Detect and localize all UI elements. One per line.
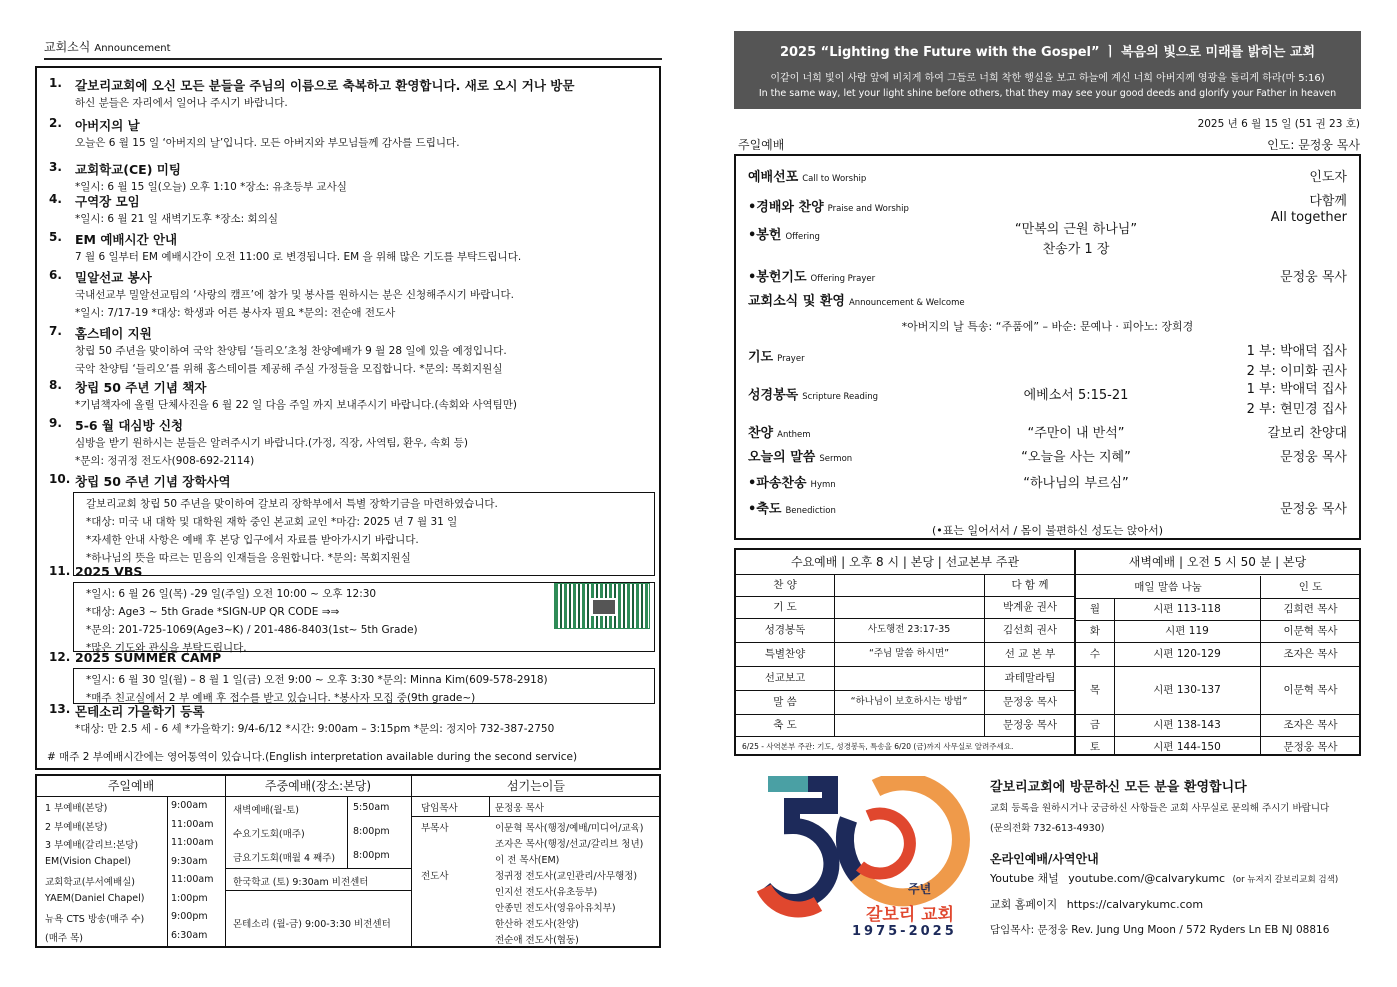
- dawn-day: 금: [1089, 719, 1101, 731]
- worship-item-content: “오늘을 사는 지혜”: [1021, 450, 1131, 465]
- col-divider: [984, 574, 985, 736]
- dawn-sub-reading: 매일 말씀 나눔: [1134, 581, 1202, 593]
- worship-item-ko: 예배선포: [748, 170, 799, 185]
- sunday-service-time: 9:00am: [171, 800, 208, 811]
- online-title: 온라인예배/사역안내: [990, 852, 1099, 866]
- announcement-line: *일시: 6 월 26 일(목) -29 일(주일) 오전 10:00 ~ 오후 12:30: [86, 588, 377, 600]
- wed-leader: 박계윤 권사: [1002, 601, 1058, 613]
- announcement-line: *문의: 201-725-1069(Age3~K) / 201-486-8403(1st~ 5th Grade): [86, 624, 418, 636]
- col-divider: [1260, 576, 1261, 754]
- service-label: 주일예배: [738, 138, 785, 152]
- worship-item-leader: 1 부: 박애덕 집사: [1246, 344, 1347, 359]
- sunday-service-name: YAEM(Daniel Chapel): [45, 892, 145, 904]
- worship-item-title: [748, 224, 820, 243]
- staff-name: 이 전 목사(EM): [495, 855, 560, 866]
- wed-content: “주님 말씀 하시면”: [868, 648, 950, 659]
- logo-church-name: 갈보리 교회: [866, 905, 955, 925]
- worship-item-ko: •축도: [748, 502, 782, 517]
- announcement-line: 오늘은 6 월 15 일 ‘아버지의 날’입니다. 모든 아버지와 부모님들께 감사를 드립니다.: [75, 137, 460, 149]
- weekday-service-time: 8:00pm: [353, 850, 390, 861]
- dawn-reading: 시편 119: [1165, 625, 1209, 637]
- announcement-number: 6.: [49, 268, 62, 282]
- announcement-title: 2025 SUMMER CAMP: [75, 650, 222, 665]
- worship-item-ko: •파송찬송: [748, 476, 807, 491]
- staff-list: [411, 776, 661, 946]
- sunday-service-time: 9:30am: [171, 855, 208, 867]
- wed-item: 찬 양: [773, 579, 797, 591]
- announcement-subtitle: Announcement: [94, 43, 171, 54]
- announcement-line: *자세한 안내 사항은 예배 후 본당 입구에서 자료를 받아가시기 바랍니다.: [86, 534, 419, 546]
- announcement-title: 창립 50 주년 기념 책자: [75, 380, 207, 395]
- announcement-title: 교회소식: [44, 40, 91, 54]
- wed-content: [834, 666, 984, 690]
- weekday-service-name: 새벽예배(월-토): [233, 805, 299, 816]
- announcement-title: 갈보리교회에 오신 모든 분들을 주님의 이름으로 축복하고 환영합니다. 새로 오시 거나 방문: [75, 78, 575, 93]
- dawn-day: 목: [1089, 684, 1101, 696]
- logo-years: 1975-2025: [852, 924, 957, 939]
- weekday-service-name: 수요기도회(매주): [233, 829, 305, 840]
- weekday-service-time: 5:50am: [353, 802, 390, 813]
- announcement-number: 8.: [49, 378, 62, 392]
- weekday-schedule: [225, 776, 412, 946]
- worship-item-content: “만복의 근원 하나님”: [1014, 222, 1138, 237]
- dawn-day: 월: [1089, 603, 1101, 615]
- welcome-text: 갈보리교회에 방문하신 모든 분을 환영합니다: [990, 780, 1247, 795]
- announcement-title: 밀알선교 봉사: [75, 270, 152, 285]
- sunday-service-name: 1 부예배(본당): [45, 803, 108, 814]
- homepage-line: [990, 896, 1203, 912]
- montessori-time: 몬테소리 (월-금) 9:00-3:30 비전센터: [233, 919, 391, 930]
- dawn-leader: 조자은 목사: [1283, 648, 1338, 660]
- worship-item-en: Announcement & Welcome: [848, 298, 965, 308]
- service-leader: 인도: 문정웅 목사: [1267, 138, 1360, 152]
- worship-item-ko: 찬양: [748, 426, 774, 441]
- worship-item-en: Praise and Worship: [827, 204, 909, 214]
- sunday-service-time: 11:00am: [171, 874, 214, 885]
- wed-item: 특별찬양: [764, 648, 806, 660]
- worship-item-leader: 문정웅 목사: [1280, 450, 1347, 465]
- dawn-reading: 시편 144-150: [1153, 741, 1221, 753]
- wed-content: [834, 574, 984, 596]
- worship-item-title: [748, 498, 836, 517]
- worship-item-leader-2: 2 부: 이미화 권사: [1246, 364, 1347, 379]
- worship-item-en: Hymn: [810, 480, 836, 490]
- dawn-day: 토: [1089, 741, 1101, 753]
- announcement-number: 12.: [49, 650, 71, 664]
- announcement-title: 교회학교(CE) 미팅: [75, 162, 181, 177]
- worship-item-en: Anthem: [777, 430, 811, 440]
- announcement-line: *문의: 정귀정 전도사(908-692-2114): [75, 455, 255, 467]
- sunday-service-name: 교회학교(부서예배실): [45, 877, 136, 888]
- weekday-service-name: 금요기도회(매월 4 째주): [233, 853, 336, 864]
- worship-item-en: Offering: [785, 232, 820, 242]
- announcement-line: *일시: 6 월 15 일(오늘) 오후 1:10 *장소: 유초등부 교사실: [75, 181, 347, 193]
- dawn-head: 새벽예배 | 오전 5 시 50 분 | 본당: [1076, 550, 1359, 575]
- worship-special-song: *아버지의 날 특송: “주품에” – 바순: 문예나 · 피아노: 장희경: [901, 320, 1194, 333]
- vbs-qr-code: [554, 583, 650, 629]
- sunday-service-time: 1:00pm: [171, 892, 208, 904]
- announcement-line: *기념책자에 올릴 단체사진을 6 월 22 일 다음 주일 까지 보내주시기 바랍니다.(속회와 사역팀만): [75, 399, 518, 411]
- homepage-label: 교회 홈페이지: [990, 898, 1058, 911]
- worship-item-leader: 문정웅 목사: [1280, 502, 1347, 517]
- worship-item-leader: 인도자: [1309, 170, 1347, 185]
- announcement-line: 심방을 받기 원하시는 분들은 알려주시기 바랍니다.(가정, 직장, 사역팀, 환우, 속회 등): [75, 437, 468, 449]
- sunday-service-name: 2 부예배(본당): [45, 821, 108, 833]
- worship-item-leader: 문정웅 목사: [1280, 270, 1347, 285]
- issue-date: 2025 년 6 월 15 일 (51 권 23 호): [1197, 118, 1360, 130]
- announcement-line: *매주 친교실에서 2 부 예배 후 접수를 받고 있습니다. *봉사자 모집 중(9th grade~): [86, 692, 476, 704]
- wed-item: 성경봉독: [764, 624, 806, 636]
- dawn-leader: 이문혁 목사: [1283, 684, 1338, 696]
- announcement-line: *일시: 6 월 21 일 새벽기도후 *장소: 회의실: [75, 213, 278, 225]
- dawn-reading: 시편 138-143: [1153, 719, 1221, 731]
- wednesday-note: 6/25 - 사역본부 주관: 기도, 성경봉독, 특송을 6/20 (금)까지 사무실로 알려주세요.: [742, 742, 1014, 751]
- announcement-number: 2.: [49, 116, 62, 130]
- staff-name: 정귀정 전도사(교인관리/사무행정): [495, 871, 638, 882]
- announcement-line: 창립 50 주년을 맞이하여 국악 찬양팀 ‘들리오’초청 찬양예배가 9 월 28 일에 있을 예정입니다.: [75, 345, 507, 357]
- youtube-note: (or 뉴저지 갈보리교회 검색): [1232, 875, 1339, 885]
- sunday-service-name: 3 부예배(갈리브:본당): [45, 840, 139, 851]
- announcement-line: 국악 찬양팀 ‘들리오’를 위해 홈스테이를 제공해 주실 가정들을 모집합니다. *문의: 목회지원실: [75, 363, 503, 375]
- worship-item-title: [748, 384, 878, 403]
- service-schedule: [35, 774, 661, 948]
- youtube-line: [990, 870, 1338, 886]
- staff-role: 부목사: [421, 823, 449, 834]
- staff-name: 조자은 목사(행정/선교/갈리브 청년): [495, 839, 644, 850]
- dawn-leader: 문정웅 목사: [1283, 741, 1338, 753]
- announcement-line: 갈보리교회 창립 50 주년을 맞이하여 갈보리 장학부에서 특별 장학기금을 마련하였습니다.: [86, 498, 498, 510]
- worship-item-content: “하나님의 부르심”: [1023, 476, 1129, 491]
- worship-item-title: [748, 266, 875, 285]
- worship-item-en: Offering Prayer: [810, 274, 876, 284]
- sunday-schedule: [37, 776, 226, 946]
- worship-item-ko: 오늘의 말씀: [748, 450, 816, 465]
- announcement-line: *대상: Age3 ~ 5th Grade *SIGN-UP QR CODE ⇒⇒: [86, 606, 340, 618]
- staff-name: 이문혁 목사(행정/예배/미디어/교육): [495, 823, 644, 834]
- worship-item-leader: 갈보리 찬양대: [1267, 426, 1347, 441]
- dawn-leader: 김희련 목사: [1283, 603, 1338, 615]
- worship-item-en: Sermon: [819, 454, 853, 464]
- homepage-link[interactable]: https://calvarykumc.com: [1066, 898, 1204, 911]
- announcement-detail-box: [73, 582, 655, 652]
- worship-item-ko: •봉헌기도: [748, 270, 807, 285]
- wed-content: [834, 596, 984, 618]
- worship-item-title: [748, 422, 811, 441]
- sunday-service-time: 9:00pm: [171, 911, 208, 922]
- office-phone: (문의전화 732-613-4930): [990, 823, 1105, 834]
- logo-years-label: 주년: [908, 882, 932, 896]
- staff-name: 전순애 전도사(협동): [495, 935, 579, 946]
- worship-item-leader-2: All together: [1270, 210, 1347, 225]
- worship-item-ko: •경배와 찬양: [748, 200, 824, 215]
- worship-item-title: [748, 472, 836, 491]
- announcement-line: 하신 분들은 자리에서 일어나 주시기 바랍니다.: [75, 97, 288, 109]
- wed-content: “하나님이 보호하시는 방법”: [850, 696, 968, 707]
- worship-item-en: Benediction: [785, 506, 836, 516]
- sunday-service-name: EM(Vision Chapel): [45, 855, 131, 867]
- announcement-box: [35, 66, 661, 770]
- wed-leader: 다 함 께: [1011, 579, 1049, 591]
- worship-item-title: [748, 290, 965, 309]
- announcement-line: *많은 기도와 관심을 부탁드립니다.: [86, 642, 247, 654]
- dawn-reading: 시편 113-118: [1153, 603, 1221, 615]
- dawn-leader: 조자은 목사: [1283, 719, 1338, 731]
- worship-item-leader: 다함께: [1309, 194, 1347, 209]
- sunday-service-time: 11:00am: [171, 837, 214, 848]
- worship-item-en: Call to Worship: [802, 174, 867, 184]
- announcement-header: [44, 38, 662, 60]
- announcement-number: 10.: [49, 472, 71, 486]
- worship-item-content-2: 찬송가 1 장: [1042, 242, 1110, 257]
- announcement-number: 3.: [49, 160, 62, 174]
- staff-name: 안종민 전도사(영유아유치부): [495, 903, 616, 914]
- wed-content: [834, 714, 984, 736]
- wednesday-head: 수요예배 | 오후 8 시 | 본당 | 선교본부 주관: [736, 550, 1074, 575]
- banner-verse-ko: 이같이 너희 빛이 사람 앞에 비치게 하여 그들로 너희 착한 행실을 보고 하늘에 계신 너희 아버지께 영광을 돌리게 하라(마 5:16): [770, 73, 1325, 84]
- row-divider: [736, 736, 1074, 737]
- announcement-number: 5.: [49, 230, 62, 244]
- announcement-line: *대상: 만 2.5 세 - 6 세 *가을학기: 9/4-6/12 *시간: 9:00am – 3:15pm *문의: 정지아 732-387-2750: [75, 723, 555, 735]
- dawn-day: 수: [1089, 648, 1101, 660]
- staff-head: 섬기는이들: [411, 776, 661, 797]
- worship-item-title: [748, 446, 852, 465]
- announcement-title: 몬테소리 가을학기 등록: [75, 704, 205, 719]
- register-text: 교회 등록을 원하시거나 궁금하신 사항들은 교회 사무실로 문의해 주시기 바랍니다: [990, 803, 1330, 814]
- announcement-number: 7.: [49, 324, 62, 338]
- announcement-detail-box: [73, 668, 655, 704]
- announcement-title: 구역장 모임: [75, 194, 140, 209]
- dawn-reading: 시편 120-129: [1153, 648, 1221, 660]
- announcement-line: *일시: 6 월 30 일(월) – 8 월 1 일(금) 오전 9:00 ~ 오후 3:30 *문의: Minna Kim(609-578-2918): [86, 674, 548, 686]
- staff-name: 한산하 전도사(찬양): [495, 919, 579, 930]
- worship-item-ko: 기도: [748, 350, 774, 365]
- announcement-number: 11.: [49, 564, 71, 578]
- staff-role: 전도사: [421, 871, 449, 882]
- youtube-link[interactable]: youtube.com/@calvarykumc: [1068, 872, 1226, 885]
- worship-item-en: Scripture Reading: [802, 392, 879, 402]
- wednesday-service-table: [734, 548, 1076, 756]
- worship-item-en: Prayer: [777, 354, 805, 364]
- sunday-service-name: 뉴욕 CTS 방송(매주 수): [45, 914, 145, 925]
- announcement-title: 창립 50 주년 기념 장학사역: [75, 474, 231, 489]
- worship-order: [734, 154, 1361, 540]
- wed-leader: 과테말라팀: [1004, 672, 1056, 684]
- announcement-number: 13.: [49, 702, 71, 716]
- worship-item-title: [748, 196, 909, 215]
- pastor-address: 담임목사: 문정웅 Rev. Jung Ung Moon / 572 Ryders Ln EB NJ 08816: [990, 924, 1330, 936]
- qr-center-mark: [591, 598, 617, 616]
- announcement-line: 국내선교부 밀알선교팀의 ‘사랑의 캠프’에 참가 및 봉사를 원하시는 분은 신청해주시기 바랍니다.: [75, 289, 514, 301]
- staff-name: 인지선 전도사(유초등부): [495, 887, 598, 898]
- sunday-service-time: 6:30am: [171, 929, 208, 941]
- announcement-title: EM 예배시간 안내: [75, 232, 178, 247]
- weekday-schedule-head: 주중예배(장소:본당): [225, 776, 411, 797]
- announcement-line: *하나님의 뜻을 따르는 믿음의 인재들을 응원합니다. *문의: 목회지원실: [86, 552, 411, 564]
- announcement-number: 4.: [49, 192, 62, 206]
- sunday-schedule-head: 주일예배: [37, 776, 225, 797]
- staff-role: 담임목사: [421, 803, 458, 814]
- wed-leader: 문정웅 목사: [1002, 696, 1058, 708]
- wed-leader: 문정웅 목사: [1002, 719, 1058, 731]
- wed-leader: 선 교 본 부: [1004, 648, 1056, 660]
- dawn-service-table: [1076, 548, 1361, 756]
- announcement-line: 7 월 6 일부터 EM 예배시간이 오전 11:00 로 변경됩니다. EM 을 위해 많은 기도를 부탁드립니다.: [75, 251, 522, 263]
- banner-verse-en: In the same way, let your light shine before others, that they may see your good deeds and glorify your Father in heaven: [758, 88, 1337, 99]
- worship-item-content: “주만이 내 반석”: [1027, 426, 1125, 441]
- worship-item-leader: 1 부: 박애덕 집사: [1246, 382, 1347, 397]
- wed-item: 말 씀: [773, 696, 797, 708]
- announcement-title: 2025 VBS: [75, 564, 143, 579]
- wed-item: 축 도: [773, 719, 797, 731]
- worship-item-leader-2: 2 부: 현민경 집사: [1246, 402, 1347, 417]
- worship-item-ko: 교회소식 및 환영: [748, 294, 845, 309]
- interpretation-note: # 매주 2 부예배시간에는 영어통역이 있습니다.(English interpretation available during the second service): [47, 751, 578, 763]
- weekday-service-time: 8:00pm: [353, 826, 390, 837]
- wed-leader: 김선희 권사: [1002, 624, 1058, 636]
- anniversary-logo: [748, 776, 978, 946]
- announcement-number: 1.: [49, 76, 62, 90]
- dawn-sub-leader: 인 도: [1298, 581, 1323, 593]
- sunday-service-time: 11:00am: [171, 818, 214, 830]
- announcement-line: *대상: 미국 내 대학 및 대학원 재학 중인 본교회 교인 *마감: 2025 년 7 월 31 일: [86, 516, 458, 528]
- wed-item: 기 도: [773, 601, 797, 613]
- dawn-leader: 이문혁 목사: [1283, 625, 1338, 637]
- col-divider: [1114, 598, 1115, 754]
- worship-item-title: [748, 166, 866, 185]
- announcement-detail-box: [73, 492, 655, 576]
- sunday-service-name: (매주 목): [45, 932, 83, 944]
- wed-content: 사도행전 23:17-35: [867, 624, 951, 635]
- dawn-day: 화: [1089, 625, 1101, 637]
- banner-theme: 2025 “Lighting the Future with the Gospel” ㅣ 복음의 빛으로 미래를 밝히는 교회: [779, 45, 1316, 60]
- worship-item-content: 에베소서 5:15-21: [1023, 388, 1129, 403]
- announcement-title: 홈스테이 지원: [75, 326, 152, 341]
- wed-item: 선교보고: [764, 672, 806, 684]
- worship-item-ko: •봉헌: [748, 228, 782, 243]
- theme-banner: [734, 31, 1361, 109]
- announcement-line: *일시: 7/17-19 *대상: 학생과 어른 봉사자 필요 *문의: 전순애 전도사: [75, 307, 396, 319]
- announcement-title: 아버지의 날: [75, 118, 140, 133]
- youtube-label: Youtube 채널: [990, 872, 1059, 885]
- worship-item-title: [748, 346, 805, 365]
- announcement-title: 5-6 월 대심방 신청: [75, 418, 184, 433]
- korean-school-time: 한국학교 (토) 9:30am 비전센터: [233, 877, 369, 888]
- dawn-reading: 시편 130-137: [1153, 684, 1221, 696]
- worship-stand-note: (•표는 일어서서 / 몸이 불편하신 성도는 앉아서): [931, 524, 1164, 537]
- col-divider: [834, 574, 835, 736]
- worship-item-ko: 성경봉독: [748, 388, 799, 403]
- staff-name: 문정웅 목사: [495, 803, 544, 814]
- announcement-number: 9.: [49, 416, 62, 430]
